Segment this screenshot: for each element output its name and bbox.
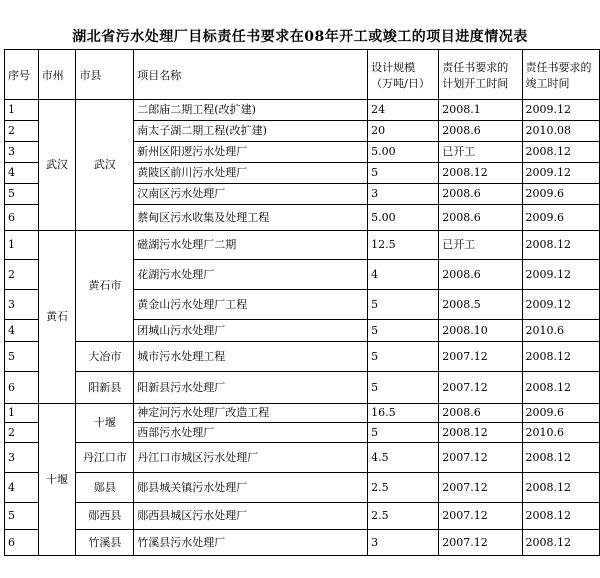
cell-start: 2008.10 xyxy=(439,320,522,342)
table-row xyxy=(5,503,600,530)
county-daye: 大冶市 xyxy=(76,342,134,372)
cell-complete: 2008.12 xyxy=(522,443,599,473)
cell-scale: 5 xyxy=(368,290,439,320)
county-wuhan: 武汉 xyxy=(76,100,134,231)
cell-start: 2008.6 xyxy=(439,260,522,290)
header-project: 项目名称 xyxy=(134,50,368,100)
cell-start: 2008.12 xyxy=(439,423,522,443)
county-shiyan: 十堰 xyxy=(76,404,134,443)
cell-seq: 4 xyxy=(5,320,39,342)
cell-project: 西部污水处理厂 xyxy=(134,423,368,443)
cell-project: 郧西县城区污水处理厂 xyxy=(134,503,368,530)
cell-project: 神定河污水处理厂改造工程 xyxy=(134,404,368,423)
table-row xyxy=(5,530,600,556)
cell-complete: 2008.12 xyxy=(522,503,599,530)
cell-seq: 6 xyxy=(5,530,39,556)
cell-complete: 2009.12 xyxy=(522,163,599,184)
header-seq: 序号 xyxy=(5,50,39,100)
cell-project: 阳新县污水处理厂 xyxy=(134,372,368,404)
cell-project: 丹江口市城区污水处理厂 xyxy=(134,443,368,473)
table-row xyxy=(5,100,600,121)
cell-scale: 4 xyxy=(368,260,439,290)
cell-start: 2007.12 xyxy=(439,443,522,473)
cell-seq: 1 xyxy=(5,100,39,121)
cell-complete: 2009.6 xyxy=(522,184,599,205)
cell-start: 已开工 xyxy=(439,231,522,260)
cell-project: 花湖污水处理厂 xyxy=(134,260,368,290)
cell-complete: 2008.12 xyxy=(522,231,599,260)
cell-complete: 2010.08 xyxy=(522,121,599,142)
table-row xyxy=(5,404,600,423)
cell-project: 团城山污水处理厂 xyxy=(134,320,368,342)
header-plan-start: 责任书要求的计划开工时间 xyxy=(439,50,522,100)
cell-project: 竹溪县污水处理厂 xyxy=(134,530,368,556)
table-row xyxy=(5,342,600,372)
cell-start: 2008.1 xyxy=(439,100,522,121)
cell-start: 2007.12 xyxy=(439,473,522,503)
cell-complete: 2010.6 xyxy=(522,423,599,443)
table-row xyxy=(5,473,600,503)
cell-scale: 24 xyxy=(368,100,439,121)
cell-complete: 2009.12 xyxy=(522,290,599,320)
cell-start: 2007.12 xyxy=(439,530,522,556)
cell-start: 2008.6 xyxy=(439,121,522,142)
cell-complete: 2008.12 xyxy=(522,530,599,556)
cell-start: 2008.6 xyxy=(439,404,522,423)
cell-start: 2008.6 xyxy=(439,184,522,205)
cell-scale: 3 xyxy=(368,530,439,556)
cell-start: 已开工 xyxy=(439,142,522,163)
cell-project: 黄陂区前川污水处理厂 xyxy=(134,163,368,184)
cell-project: 新州区阳逻污水处理厂 xyxy=(134,142,368,163)
city-huangshi: 黄石 xyxy=(38,231,76,404)
cell-seq: 5 xyxy=(5,184,39,205)
cell-seq: 2 xyxy=(5,121,39,142)
cell-project: 郧县城关镇污水处理厂 xyxy=(134,473,368,503)
table-row xyxy=(5,372,600,404)
county-huangshi-city: 黄石市 xyxy=(76,231,134,342)
cell-seq: 3 xyxy=(5,142,39,163)
cell-project: 黄金山污水处理厂工程 xyxy=(134,290,368,320)
cell-start: 2008.12 xyxy=(439,163,522,184)
cell-start: 2008.6 xyxy=(439,205,522,231)
cell-scale: 5 xyxy=(368,423,439,443)
cell-project: 磁湖污水处理厂二期 xyxy=(134,231,368,260)
cell-scale: 2.5 xyxy=(368,503,439,530)
county-yunxian: 郧县 xyxy=(76,473,134,503)
cell-complete: 2010.6 xyxy=(522,320,599,342)
cell-scale: 4.5 xyxy=(368,443,439,473)
cell-seq: 6 xyxy=(5,372,39,404)
progress-table xyxy=(4,49,600,556)
cell-start: 2007.12 xyxy=(439,372,522,404)
cell-complete: 2009.12 xyxy=(522,100,599,121)
cell-complete: 2008.12 xyxy=(522,142,599,163)
cell-complete: 2009.6 xyxy=(522,404,599,423)
cell-project: 城市污水处理工程 xyxy=(134,342,368,372)
cell-complete: 2009.12 xyxy=(522,260,599,290)
cell-scale: 5 xyxy=(368,342,439,372)
cell-seq: 5 xyxy=(5,503,39,530)
header-row xyxy=(5,50,600,100)
cell-scale: 2.5 xyxy=(368,473,439,503)
cell-scale: 20 xyxy=(368,121,439,142)
cell-complete: 2008.12 xyxy=(522,473,599,503)
cell-project: 蔡甸区污水收集及处理工程 xyxy=(134,205,368,231)
cell-project: 南太子湖二期工程(改扩建) xyxy=(134,121,368,142)
cell-complete: 2008.12 xyxy=(522,342,599,372)
cell-seq: 3 xyxy=(5,290,39,320)
page-title: 湖北省污水处理厂目标责任书要求在08年开工或竣工的项目进度情况表 xyxy=(72,29,528,45)
county-danjiangkou: 丹江口市 xyxy=(76,443,134,473)
cell-seq: 6 xyxy=(5,205,39,231)
cell-seq: 3 xyxy=(5,443,39,473)
cell-seq: 5 xyxy=(5,342,39,372)
cell-scale: 16.5 xyxy=(368,404,439,423)
cell-scale: 5 xyxy=(368,163,439,184)
county-yunxi: 郧西县 xyxy=(76,503,134,530)
header-city: 市州 xyxy=(38,50,76,100)
cell-complete: 2009.6 xyxy=(522,205,599,231)
cell-start: 2007.12 xyxy=(439,503,522,530)
header-plan-complete: 责任书要求的竣工时间 xyxy=(522,50,599,100)
cell-seq: 4 xyxy=(5,163,39,184)
cell-scale: 5 xyxy=(368,372,439,404)
city-wuhan: 武汉 xyxy=(38,100,76,231)
cell-project: 汉南区污水处理厂 xyxy=(134,184,368,205)
city-shiyan: 十堰 xyxy=(38,404,76,556)
cell-seq: 2 xyxy=(5,260,39,290)
header-county: 市县 xyxy=(76,50,134,100)
cell-scale: 5.00 xyxy=(368,142,439,163)
cell-start: 2008.5 xyxy=(439,290,522,320)
cell-scale: 5.00 xyxy=(368,205,439,231)
cell-seq: 1 xyxy=(5,231,39,260)
cell-scale: 3 xyxy=(368,184,439,205)
county-zhuxi: 竹溪县 xyxy=(76,530,134,556)
cell-complete: 2008.12 xyxy=(522,372,599,404)
table-row xyxy=(5,231,600,260)
county-yangxin: 阳新县 xyxy=(76,372,134,404)
cell-start: 2007.12 xyxy=(439,342,522,372)
cell-seq: 2 xyxy=(5,423,39,443)
header-scale: 设计规模（万吨/日） xyxy=(368,50,439,100)
cell-scale: 5 xyxy=(368,320,439,342)
cell-scale: 12.5 xyxy=(368,231,439,260)
cell-seq: 1 xyxy=(5,404,39,423)
cell-seq: 4 xyxy=(5,473,39,503)
cell-project: 二郎庙二期工程(改扩建) xyxy=(134,100,368,121)
table-row xyxy=(5,443,600,473)
